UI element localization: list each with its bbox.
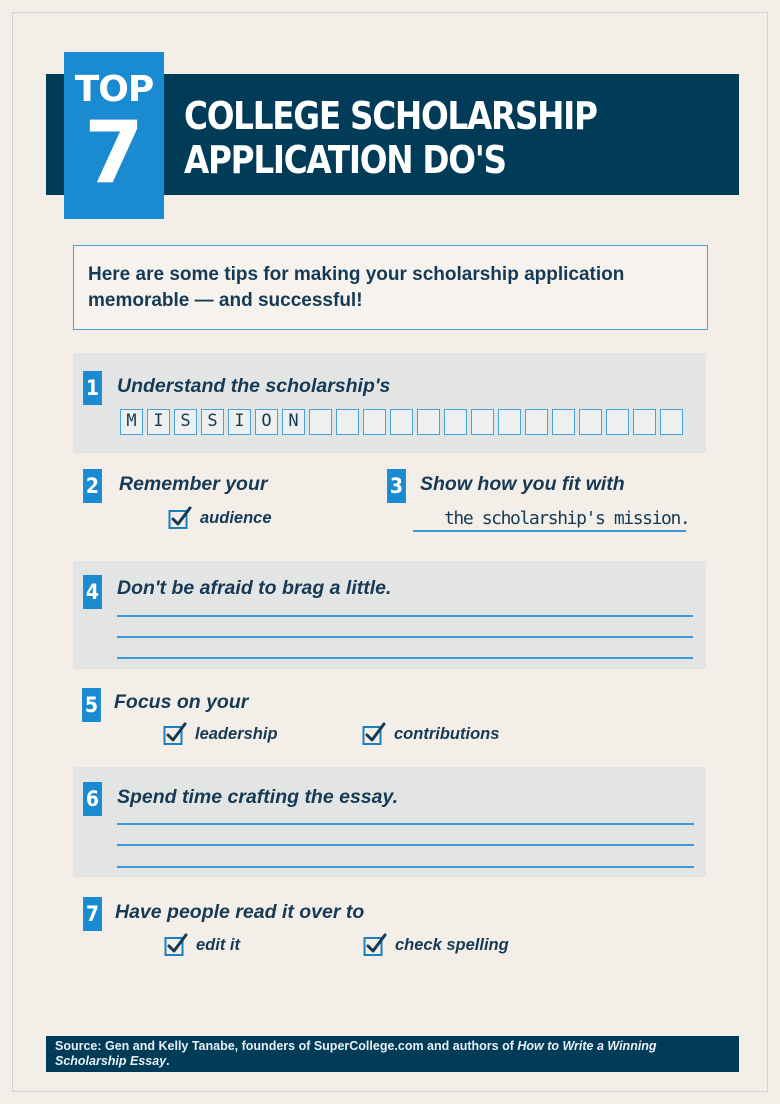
tip-5-check-1 [163,722,278,746]
writing-line [117,823,694,825]
source-book-title: How to Write a Winning Scholarship Essay [55,1039,657,1068]
empty-letter-box [471,409,494,435]
tip-2-number: 2 [83,469,102,503]
tip-7-check-1 [164,933,240,957]
empty-letter-box [309,409,332,435]
tip-7-number: 7 [83,897,102,931]
title-line-2: APPLICATION DO'S [184,138,506,182]
checkbox-icon [362,722,386,746]
empty-letter-box [498,409,521,435]
empty-letter-box [417,409,440,435]
letter-box: N [282,409,305,435]
badge-top-label: TOP [74,69,154,110]
tip-1-text: Understand the scholarship's [117,375,391,397]
mission-letter-boxes [120,409,683,435]
tip-6-number: 6 [83,782,102,816]
tip-1-number: 1 [83,371,102,405]
letter-box: M [120,409,143,435]
source-footer [46,1036,739,1072]
empty-letter-box [525,409,548,435]
check-label: contributions [394,724,500,743]
tip-3-text: Show how you fit with [420,473,625,495]
title-line-1: COLLEGE SCHOLARSHIP [184,94,597,138]
checkbox-icon [168,506,192,530]
tip-3-number: 3 [387,469,406,503]
letter-box: O [255,409,278,435]
tip-2-text: Remember your [119,473,268,495]
tip-6-panel [73,767,706,877]
letter-box: I [228,409,251,435]
check-label: edit it [196,935,240,954]
top-seven-badge [64,52,164,219]
empty-letter-box [390,409,413,435]
empty-letter-box [336,409,359,435]
tip-7-check-2 [363,933,509,957]
intro-box: Here are some tips for making your scholarship application memorable — and successful! [73,245,708,330]
writing-line [117,866,694,868]
checkbox-icon [164,933,188,957]
letter-box: I [147,409,170,435]
empty-letter-box [606,409,629,435]
tip-2-check [168,506,272,530]
tip-5-check-2 [362,722,499,746]
tip-5-number: 5 [82,688,101,722]
letter-box: S [174,409,197,435]
empty-letter-box [660,409,683,435]
tip-6-text: Spend time crafting the essay. [117,786,399,808]
tip-5-text: Focus on your [114,691,249,713]
answer-line [413,530,686,532]
checkbox-icon [363,933,387,957]
source-suffix: . [166,1054,170,1068]
empty-letter-box [444,409,467,435]
tip-3-handwritten-answer: the scholarship's mission. [444,508,690,529]
source-prefix: Source: Gen and Kelly Tanabe, founders of SuperCollege.com and authors of [55,1039,518,1053]
empty-letter-box [363,409,386,435]
checkbox-icon [163,722,187,746]
letter-box: S [201,409,224,435]
check-label: leadership [195,724,278,743]
check-label: check spelling [395,935,509,954]
check-label: audience [200,508,272,527]
tip-4-number: 4 [83,575,102,609]
tip-1-panel [73,353,706,453]
writing-line [117,844,694,846]
page-title [184,94,597,182]
tip-4-text: Don't be afraid to brag a little. [117,577,392,599]
writing-line [117,657,693,659]
tip-7-text: Have people read it over to [115,901,365,923]
writing-line [117,615,693,617]
writing-line [117,636,693,638]
empty-letter-box [579,409,602,435]
badge-number: 7 [84,103,144,203]
empty-letter-box [633,409,656,435]
empty-letter-box [552,409,575,435]
